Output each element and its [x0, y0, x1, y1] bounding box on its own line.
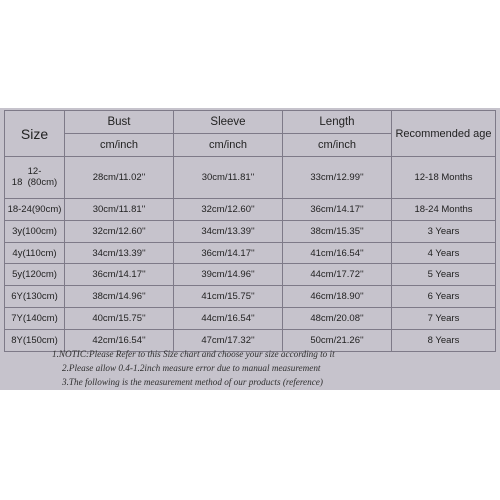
- cell-length: 46cm/18.90'': [283, 286, 392, 308]
- cell-length: 41cm/16.54'': [283, 242, 392, 264]
- cell-length: 50cm/21.26'': [283, 330, 392, 352]
- note-1: 1.NOTIC:Please Refer to this Size chart and choose your size according to it: [52, 349, 335, 359]
- cell-sleeve: 39cm/14.96'': [174, 264, 283, 286]
- cell-sleeve: 30cm/11.81'': [174, 157, 283, 199]
- cell-bust: 42cm/16.54'': [65, 330, 174, 352]
- size-chart: [0, 108, 500, 390]
- cell-bust: 32cm/12.60'': [65, 220, 174, 242]
- cell-bust: 28cm/11.02'': [65, 157, 174, 199]
- cell-length: 48cm/20.08'': [283, 308, 392, 330]
- cell-age: 5 Years: [392, 264, 496, 286]
- cell-size: 3y(100cm): [5, 220, 65, 242]
- header-length-unit: cm/inch: [283, 134, 392, 157]
- note-3: 3.The following is the measurement method of our products (reference): [62, 377, 323, 387]
- table-row: [5, 220, 496, 242]
- table-row: [5, 286, 496, 308]
- cell-sleeve: 34cm/13.39'': [174, 220, 283, 242]
- cell-sleeve: 47cm/17.32'': [174, 330, 283, 352]
- cell-age: 4 Years: [392, 242, 496, 264]
- cell-size: 8Y(150cm): [5, 330, 65, 352]
- table-row: [5, 264, 496, 286]
- cell-age: 3 Years: [392, 220, 496, 242]
- header-size: Size: [5, 111, 65, 157]
- note-2: 2.Please allow 0.4-1.2inch measure error due to manual measurement: [62, 363, 321, 373]
- header-sleeve: Sleeve: [174, 111, 283, 134]
- cell-size: 18-24(90cm): [5, 198, 65, 220]
- cell-age: 18-24 Months: [392, 198, 496, 220]
- table-row: [5, 308, 496, 330]
- cell-size: 4y(110cm): [5, 242, 65, 264]
- cell-sleeve: 36cm/14.17'': [174, 242, 283, 264]
- cell-age: 8 Years: [392, 330, 496, 352]
- cell-bust: 30cm/11.81'': [65, 198, 174, 220]
- cell-length: 36cm/14.17'': [283, 198, 392, 220]
- table-row: [5, 198, 496, 220]
- cell-sleeve: 32cm/12.60'': [174, 198, 283, 220]
- header-length: Length: [283, 111, 392, 134]
- cell-size: 5y(120cm): [5, 264, 65, 286]
- size-table: [4, 110, 496, 352]
- header-bust-unit: cm/inch: [65, 134, 174, 157]
- cell-sleeve: 44cm/16.54'': [174, 308, 283, 330]
- header-sleeve-unit: cm/inch: [174, 134, 283, 157]
- cell-length: 44cm/17.72'': [283, 264, 392, 286]
- table-row: [5, 242, 496, 264]
- cell-size: 12-18 (80cm): [5, 157, 65, 199]
- cell-bust: 34cm/13.39'': [65, 242, 174, 264]
- cell-age: 6 Years: [392, 286, 496, 308]
- cell-bust: 40cm/15.75'': [65, 308, 174, 330]
- table-row: [5, 157, 496, 199]
- cell-bust: 36cm/14.17'': [65, 264, 174, 286]
- cell-age: 12-18 Months: [392, 157, 496, 199]
- cell-bust: 38cm/14.96'': [65, 286, 174, 308]
- cell-size: 6Y(130cm): [5, 286, 65, 308]
- header-recommended-age: Recommended age: [392, 111, 496, 157]
- header-bust: Bust: [65, 111, 174, 134]
- cell-age: 7 Years: [392, 308, 496, 330]
- cell-length: 38cm/15.35'': [283, 220, 392, 242]
- cell-length: 33cm/12.99'': [283, 157, 392, 199]
- cell-sleeve: 41cm/15.75'': [174, 286, 283, 308]
- cell-size: 7Y(140cm): [5, 308, 65, 330]
